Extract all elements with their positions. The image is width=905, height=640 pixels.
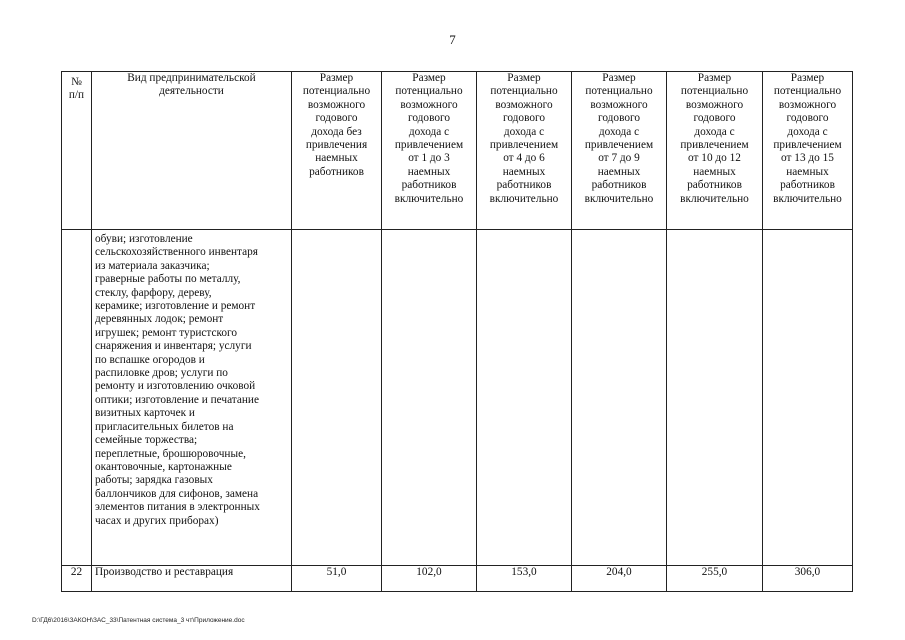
description-line: баллончиков для сифонов, замена: [95, 487, 259, 500]
cell-empty: [382, 230, 477, 566]
header-income-10-12-employees: [667, 72, 763, 230]
description-line: оптики; изготовление и печатание: [95, 393, 259, 406]
income-table: [61, 71, 853, 592]
header-income-13-15-employees: [763, 72, 853, 230]
header-line: возможного: [307, 98, 366, 111]
header-income-1-3-employees: [382, 72, 477, 230]
description-line: стеклу, фарфору, дереву,: [95, 286, 212, 299]
cell-empty: [477, 230, 572, 566]
table-row: [62, 566, 853, 592]
description-line: граверные работы по металлу,: [95, 273, 241, 286]
header-line: работников: [687, 179, 742, 192]
cell-income-13-15-employees: 306,0: [763, 566, 853, 592]
header-line: годового: [315, 112, 358, 125]
header-line: работников: [401, 179, 457, 192]
header-line: потенциально: [680, 85, 749, 98]
header-line: годового: [503, 112, 545, 125]
header-line: наемных: [786, 165, 829, 178]
header-line: п/п: [68, 89, 85, 102]
cell-income-10-12-employees: 255,0: [667, 566, 763, 592]
header-line: работников: [591, 179, 647, 192]
description-line: по вспашке огородов и: [95, 353, 205, 366]
header-line: годового: [598, 112, 640, 125]
header-line: годового: [693, 112, 736, 125]
header-line: привлечением: [489, 139, 559, 152]
header-line: №: [71, 76, 82, 88]
description-line: распиловке дров; услуги по: [95, 367, 228, 380]
header-line: от 1 до 3: [408, 152, 450, 165]
header-line: от 13 до 15: [781, 152, 834, 165]
header-line: Размер: [507, 72, 541, 84]
description-line: деревянных лодок; ремонт: [95, 313, 224, 326]
cell-number-empty: [62, 230, 92, 566]
header-line: привлечением: [680, 139, 749, 152]
header-line: потенциально: [302, 85, 371, 98]
header-income-7-9-employees: [572, 72, 667, 230]
table-row-continued: [62, 230, 853, 566]
header-line: включительно: [773, 192, 842, 205]
cell-empty: [572, 230, 667, 566]
cell-activity-name: Производство и реставрация: [92, 566, 292, 592]
header-line: возможного: [400, 98, 458, 111]
cell-empty: [667, 230, 763, 566]
header-line: деятельности: [159, 85, 224, 98]
header-line: от 7 до 9: [598, 152, 640, 165]
cell-empty: [292, 230, 382, 566]
description-line: пригласительных билетов на: [95, 420, 234, 433]
header-line: включительно: [489, 192, 559, 205]
header-line: годового: [786, 112, 829, 125]
header-line: потенциально: [585, 85, 653, 98]
description-line: работы; зарядка газовых: [95, 474, 213, 487]
page-number: 7: [449, 32, 456, 47]
header-line: наемных: [597, 165, 641, 178]
header-line: от 4 до 6: [503, 152, 545, 165]
header-line: Размер: [790, 72, 825, 84]
header-line: дохода с: [503, 125, 545, 138]
header-line: от 10 до 12: [688, 152, 741, 165]
header-income-4-6-employees: [477, 72, 572, 230]
header-line: привлечением: [584, 139, 654, 152]
header-line: наемных: [315, 152, 358, 165]
header-line: Размер: [319, 72, 354, 84]
cell-activity-description: [92, 230, 292, 566]
cell-income-7-9-employees: 204,0: [572, 566, 667, 592]
header-line: Размер: [697, 72, 732, 84]
header-line: потенциально: [395, 85, 463, 98]
header-line: Вид предпринимательской: [127, 72, 256, 84]
description-line: снаряжения и инвентаря; услуги: [95, 340, 252, 353]
description-line: окантовочные, картонажные: [95, 460, 232, 473]
description-line: семейные торжества;: [95, 434, 198, 447]
cell-income-1-3-employees: 102,0: [382, 566, 477, 592]
description-line: игрушек; ремонт туристского: [95, 326, 238, 339]
description-line: элементов питания в электронных: [95, 501, 260, 514]
header-line: возможного: [495, 98, 553, 111]
header-line: наемных: [502, 165, 546, 178]
header-line: потенциально: [773, 85, 842, 98]
description-line: визитных карточек и: [95, 407, 195, 420]
header-line: дохода без: [311, 125, 362, 138]
header-line: включительно: [584, 192, 654, 205]
header-line: работников: [309, 165, 364, 178]
header-line: дохода с: [408, 125, 450, 138]
header-income-no-employees: [292, 72, 382, 230]
header-line: Размер: [602, 72, 636, 84]
header-line: возможного: [685, 98, 744, 111]
cell-row-number: 22: [62, 566, 92, 592]
header-line: потенциально: [490, 85, 558, 98]
header-line: годового: [408, 112, 450, 125]
footer-file-path: D:\ГД6\2016\ЗАКОН\ЗАС_33\Патентная система_3 чт\Приложение.doc: [32, 617, 245, 624]
cell-income-no-employees: 51,0: [292, 566, 382, 592]
table-header-row: [62, 72, 853, 230]
header-number: [62, 72, 92, 230]
description-line: переплетные, брошюровочные,: [95, 447, 246, 460]
header-line: дохода с: [598, 125, 640, 138]
header-line: привлечением: [394, 139, 464, 152]
header-line: возможного: [778, 98, 837, 111]
description-line: из материала заказчика;: [95, 259, 210, 272]
description-line: керамике; изготовление и ремонт: [95, 300, 256, 313]
header-line: работников: [496, 179, 552, 192]
header-line: дохода с: [694, 125, 735, 138]
header-line: возможного: [590, 98, 648, 111]
description-line: ремонту и изготовлению очковой: [95, 380, 256, 393]
description-line: часах и других приборах): [95, 514, 219, 527]
header-line: дохода с: [787, 125, 828, 138]
header-line: привлечением: [773, 139, 842, 152]
header-line: работников: [780, 179, 835, 192]
cell-income-4-6-employees: 153,0: [477, 566, 572, 592]
header-activity: [92, 72, 292, 230]
header-line: наемных: [693, 165, 736, 178]
header-line: Размер: [412, 72, 446, 84]
header-line: включительно: [680, 192, 749, 205]
cell-empty: [763, 230, 853, 566]
description-line: сельскохозяйственного инвентаря: [95, 246, 258, 259]
header-line: включительно: [394, 192, 464, 205]
header-line: привлечения: [305, 139, 368, 152]
header-line: наемных: [407, 165, 451, 178]
description-line: обуви; изготовление: [95, 233, 193, 245]
